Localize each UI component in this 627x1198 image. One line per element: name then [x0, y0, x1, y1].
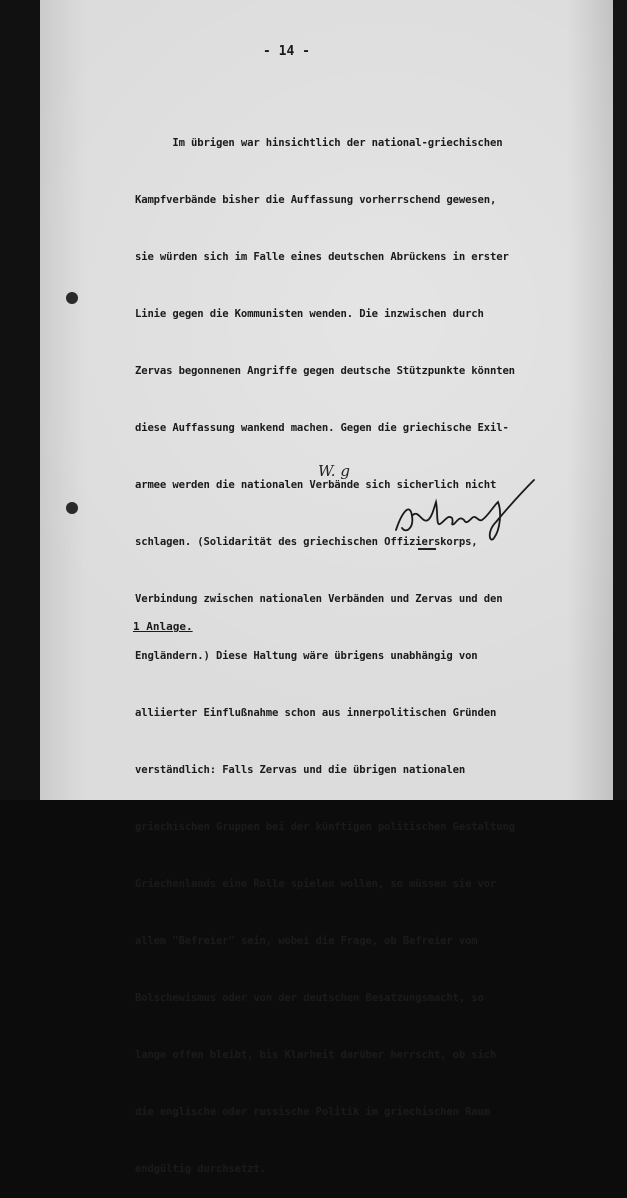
body-line: allem "Befreier" sein, wobei die Frage, ob Befreier vom — [135, 935, 478, 947]
signature — [388, 472, 548, 552]
attachment-note: 1 Anlage. — [133, 620, 193, 633]
body-line: Engländern.) Diese Haltung wäre übrigens unabhängig von — [135, 650, 478, 662]
body-line: lange offen bleibt, bis Klarheit darüber herrscht, ob sich — [135, 1049, 497, 1061]
body-line: endgültig durchsetzt. — [135, 1163, 266, 1175]
punch-hole-top — [66, 292, 78, 304]
film-border-left — [0, 0, 40, 800]
body-line: sie würden sich im Falle eines deutschen Abrückens in erster — [135, 251, 509, 263]
body-line: verständlich: Falls Zervas und die übrigen nationalen — [135, 764, 466, 776]
body-line: diese Auffassung wankend machen. Gegen die griechische Exil- — [135, 422, 509, 434]
body-line: Kampfverbände bisher die Auffassung vorherrschend gewesen, — [135, 194, 497, 206]
signature-dash — [418, 548, 436, 550]
body-line: Im übrigen war hinsichtlich der national-griechischen — [135, 137, 503, 149]
handwritten-initials: W. g — [318, 462, 350, 480]
film-border-right — [613, 0, 627, 800]
body-line: griechischen Gruppen bei der künftigen politischen Gestaltung — [135, 821, 515, 833]
body-line: alliierter Einflußnahme schon aus innerpolitischen Gründen — [135, 707, 497, 719]
body-line: Verbindung zwischen nationalen Verbänden und Zervas und den — [135, 593, 503, 605]
letter-body — [135, 96, 575, 1198]
body-line: Bolschewismus oder von der deutschen Besatzungsmacht, so — [135, 992, 484, 1004]
body-line: armee werden die nationalen Verbände sich sicherlich nicht — [135, 479, 497, 491]
body-line: Zervas begonnenen Angriffe gegen deutsche Stützpunkte könnten — [135, 365, 515, 377]
body-line: schlagen. (Solidarität des griechischen Offizierskorps, — [135, 536, 478, 548]
punch-hole-bottom — [66, 502, 78, 514]
body-line: die englische oder russische Politik im griechischen Raum — [135, 1106, 490, 1118]
body-line: Griechenlands eine Rolle spielen wollen, so müssen sie vor — [135, 878, 497, 890]
body-line: Linie gegen die Kommunisten wenden. Die inzwischen durch — [135, 308, 484, 320]
page-number: - 14 - — [263, 44, 310, 59]
